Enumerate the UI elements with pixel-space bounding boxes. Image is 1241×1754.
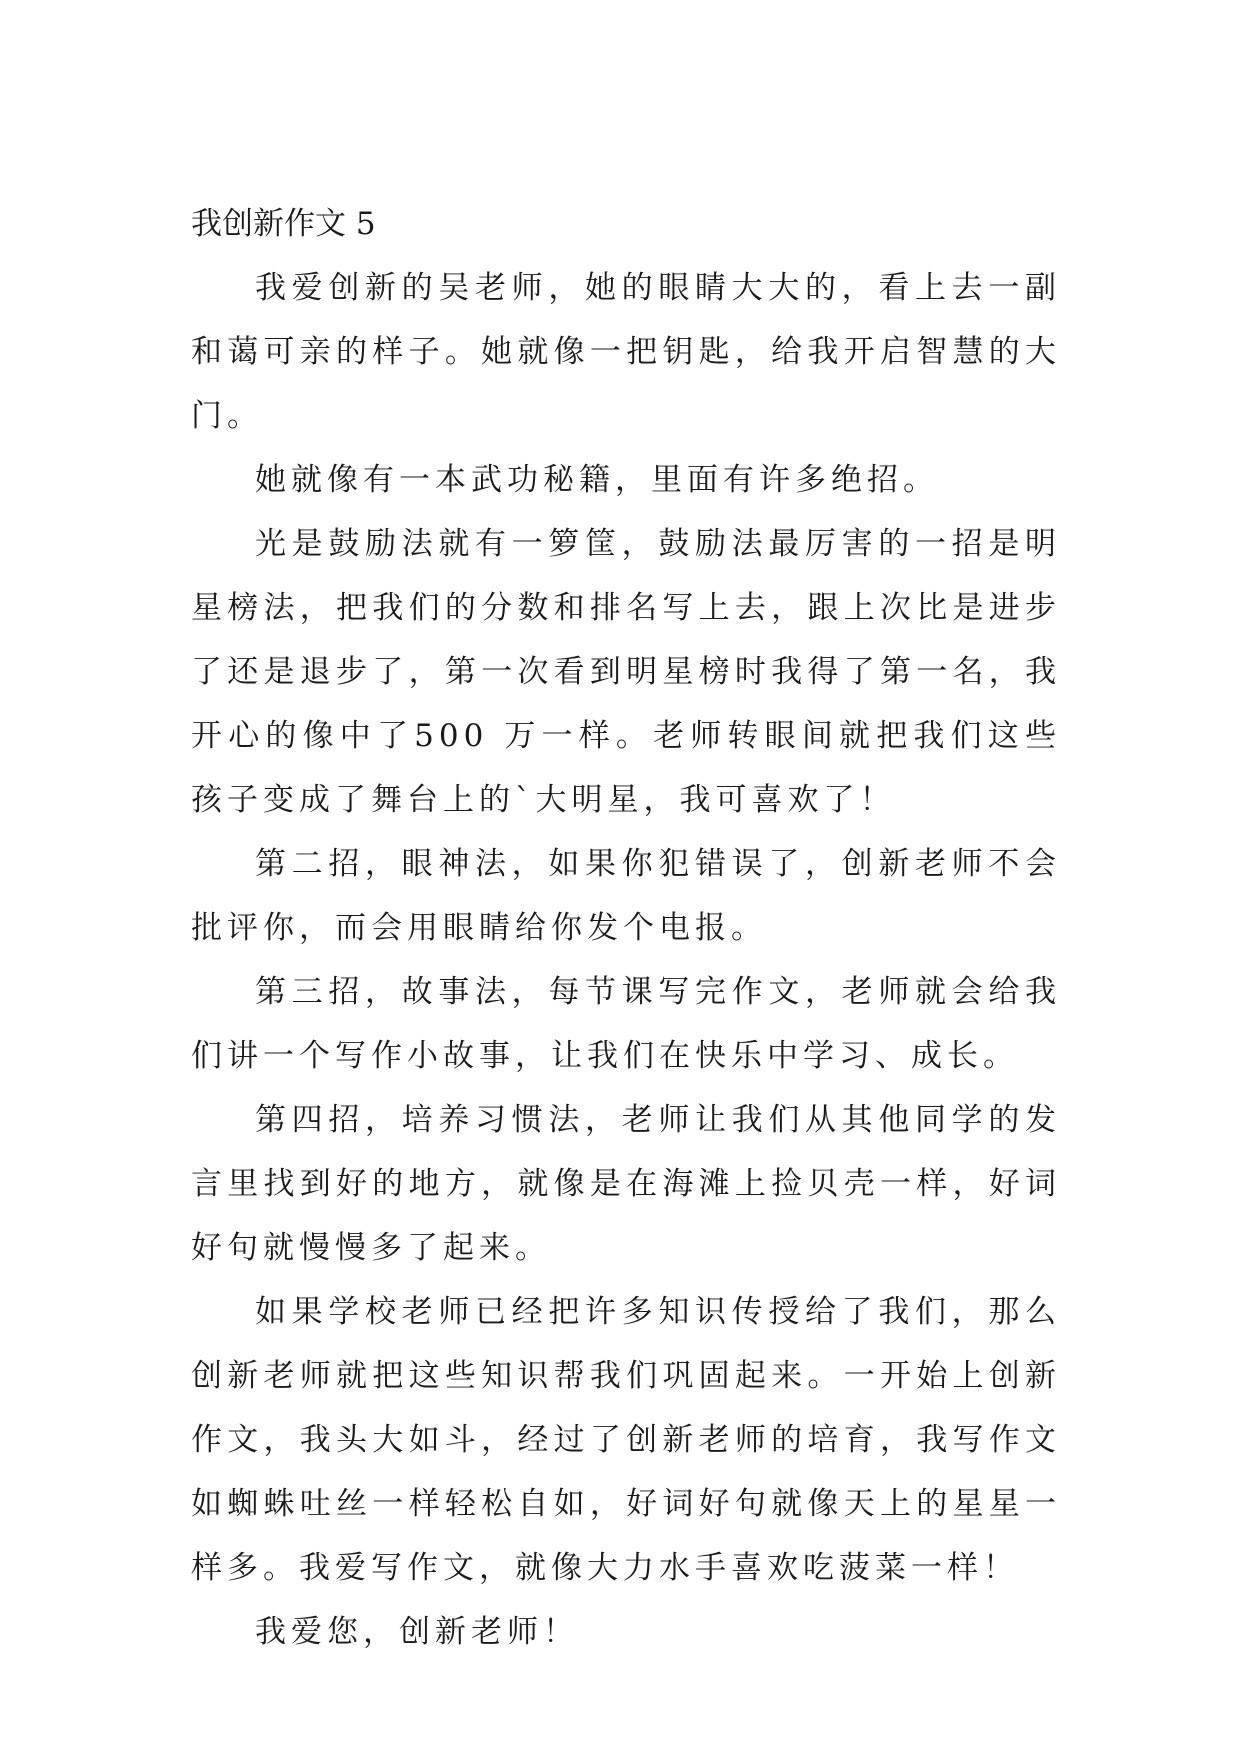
paragraph-5: 第三招，故事法，每节课写完作文，老师就会给我们讲一个写作小故事，让我们在快乐中学习、成长。 [191,974,1061,1074]
paragraph-7: 如果学校老师已经把许多知识传授给了我们，那么创新老师就把这些知识帮我们巩固起来。一开始上创新作文，我头大如斗，经过了创新老师的培育，我写作文如蜘蛛吐丝一样轻松自如，好词好句就像天上的星星一样多。我爱写作文，就像大力水手喜欢吃菠菜一样！ [191,1294,1061,1586]
document-title: 我创新作文 5 [191,206,376,242]
paragraph-1: 我爱创新的吴老师，她的眼睛大大的，看上去一副和蔼可亲的样子。她就像一把钥匙，给我开启智慧的大门。 [191,270,1061,434]
paragraph-4: 第二招，眼神法，如果你犯错误了，创新老师不会批评你，而会用眼睛给你发个电报。 [191,846,1061,946]
paragraph-2: 她就像有一本武功秘籍，里面有许多绝招。 [255,462,939,498]
document-page [191,192,1061,1664]
paragraph-6: 第四招，培养习惯法，老师让我们从其他同学的发言里找到好的地方，就像是在海滩上捡贝壳一样，好词好句就慢慢多了起来。 [191,1102,1061,1266]
paragraph-3: 光是鼓励法就有一箩筐，鼓励法最厉害的一招是明星榜法，把我们的分数和排名写上去，跟上次比是进步了还是退步了，第一次看到明星榜时我得了第一名，我开心的像中了500 万一样。老师转眼间就把我们这些孩子变成了舞台上的`大明星，我可喜欢了！ [191,526,1061,818]
paragraph-8: 我爱您，创新老师！ [255,1614,579,1650]
